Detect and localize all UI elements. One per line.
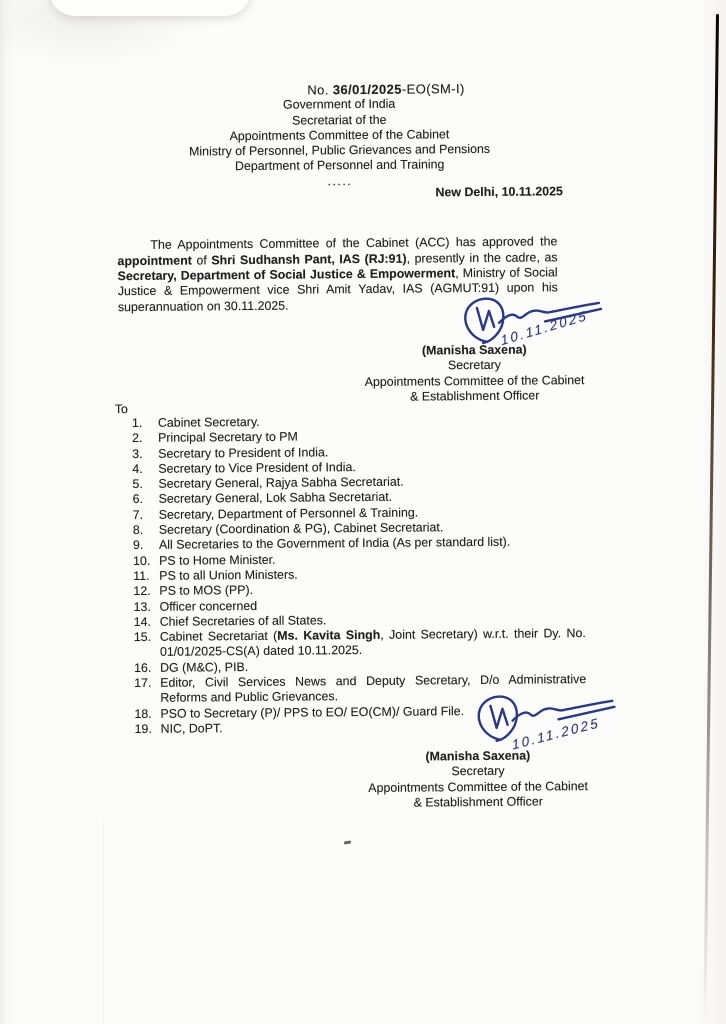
signature-block-top xyxy=(339,294,640,417)
signatory-title: Appointments Committee of the Cabinet xyxy=(364,372,585,389)
list-item-number: 4. xyxy=(132,461,143,476)
signatory-details xyxy=(349,342,600,405)
text-segment: of xyxy=(191,253,212,268)
list-item-number: 6. xyxy=(132,492,144,507)
list-item-text: Officer concerned xyxy=(159,598,258,614)
list-item-text: DG (M&C), PIB. xyxy=(160,659,249,675)
list-item-text: Secretary to Vice President of India. xyxy=(158,459,356,476)
place-date-line: New Delhi, 10.11.2025 xyxy=(435,184,563,200)
handwritten-signature xyxy=(447,294,622,348)
list-item-text: Principal Secretary to PM xyxy=(158,429,298,446)
handwritten-date: 10.11.2025 xyxy=(499,307,590,349)
letterhead-line: Secretariat of the xyxy=(292,112,387,128)
list-item xyxy=(134,626,586,661)
text-segment: appointment xyxy=(117,253,192,268)
text-segment: -EO(SM-I) xyxy=(401,81,465,97)
list-item-text: Secretary General, Rajya Sabha Secretariat. xyxy=(158,474,404,491)
list-item-number: 2. xyxy=(132,431,143,446)
list-item-text: PSO to Secretary (P)/ PPS to EO/ EO(CM)/ Guard File. xyxy=(160,703,465,721)
signatory-details xyxy=(353,748,604,811)
letterhead xyxy=(89,80,590,191)
list-item-number: 12. xyxy=(133,584,151,599)
to-label: To xyxy=(114,402,128,417)
list-item-text: Cabinet Secretary. xyxy=(157,414,260,430)
signatory-name: (Manisha Saxena) xyxy=(425,748,531,764)
letterhead-line: Department of Personnel and Training xyxy=(234,157,445,174)
signatory-title: Secretary xyxy=(451,764,505,779)
list-item-text: Editor, Civil Services News and Deputy Secretary, D/o Administrative Reforms and Public Grievances. xyxy=(160,672,587,706)
list-item-text xyxy=(160,626,586,660)
list-item-number: 1. xyxy=(131,415,143,431)
list-item-number: 14. xyxy=(133,614,151,629)
list-item-number: 13. xyxy=(133,599,151,614)
text-segment: No. xyxy=(307,82,333,98)
list-item-text: PS to all Union Ministers. xyxy=(159,567,298,583)
list-item-text: NIC, DoPT. xyxy=(160,721,223,736)
list-item-text: All Secretaries to the Government of India (As per standard list). xyxy=(158,535,511,553)
separator-dots: ..... xyxy=(327,173,353,189)
list-item-number: 5. xyxy=(132,477,143,492)
list-item-number: 9. xyxy=(132,538,144,553)
list-item-number: 8. xyxy=(132,523,144,538)
list-item-number: 11. xyxy=(133,568,150,583)
text-segment: , Ministry of Social Justice & Empowerment vice Shri Amit Yadav, IAS (AGMUT:91) upon his superannuation on 30.11.2025. xyxy=(117,265,558,314)
list-item-number: 19. xyxy=(134,721,152,736)
signatory-name: (Manisha Saxena) xyxy=(421,342,527,358)
list-item-number: 18. xyxy=(134,706,152,721)
signatory-title: & Establishment Officer xyxy=(410,388,540,404)
text-segment: 36/01/2025 xyxy=(332,81,402,98)
list-item-number: 17. xyxy=(134,675,152,691)
handwritten-date: 10.11.2025 xyxy=(510,715,601,753)
signatory-title: Secretary xyxy=(447,358,502,373)
list-item-text: PS to MOS (PP). xyxy=(159,583,254,599)
list-item-text: Chief Secretaries of all States. xyxy=(159,613,327,629)
list-item-number: 10. xyxy=(133,553,151,568)
list-item-number: 15. xyxy=(133,630,152,645)
list-item-text: Secretary, Department of Personnel & Training. xyxy=(158,505,419,522)
list-item-text: Secretary (Coordination & PG), Cabinet Secretariat. xyxy=(158,520,444,537)
list-item-text: Secretary General, Lok Sabha Secretariat. xyxy=(158,490,393,507)
text-segment: Cabinet Secretariat ( xyxy=(159,628,278,644)
list-item-text: Secretary to President of India. xyxy=(158,444,329,461)
signatory-title: & Establishment Officer xyxy=(413,794,543,810)
list-item-number: 7. xyxy=(132,507,144,522)
letterhead-line: Government of India xyxy=(282,97,396,112)
text-segment: The Appointments Committee of the Cabinet (ACC) has approved the xyxy=(150,234,558,253)
signature-block-bottom xyxy=(342,686,643,809)
list-item-text: PS to Home Minister. xyxy=(159,552,276,568)
letterhead-line: Ministry of Personnel, Public Grievances and Pensions xyxy=(189,142,491,159)
text-segment: , presently in the cadre, as xyxy=(406,249,558,266)
text-segment: Ms. Kavita Singh xyxy=(277,628,381,643)
list-item-number: 3. xyxy=(132,446,143,461)
list-item-number: 16. xyxy=(134,660,152,675)
signatory-title: Appointments Committee of the Cabinet xyxy=(368,778,589,795)
text-segment: Shri Sudhansh Pant, IAS (RJ:91) xyxy=(211,251,407,268)
text-segment: Secretary, Department of Social Justice & Empowerment xyxy=(117,266,456,284)
letterhead-line: Appointments Committee of the Cabinet xyxy=(229,127,450,144)
text-segment: , Joint Secretary) w.r.t. their Dy. No. 01/01/2025-CS(A) dated 10.11.2025. xyxy=(159,626,586,660)
